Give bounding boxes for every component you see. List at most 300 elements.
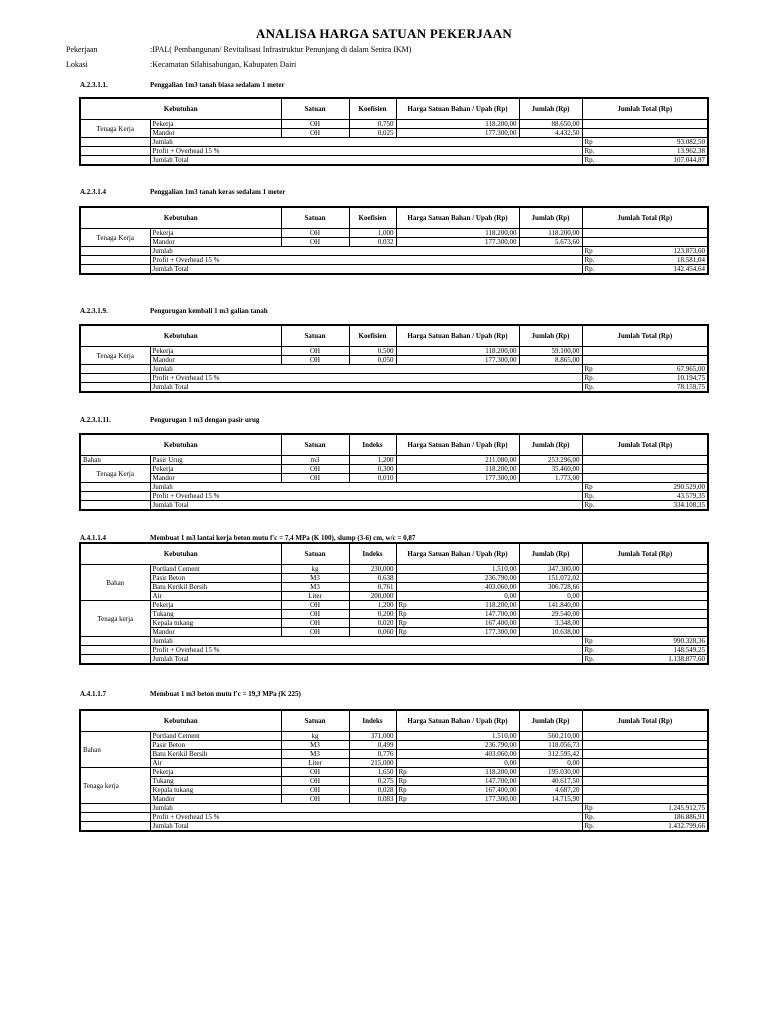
summary-label: Jumlah Total: [150, 383, 582, 393]
summary-label: Profit + Overhead 15 %: [150, 256, 582, 265]
summary-blank: [80, 492, 150, 501]
item-name: Pekerja: [150, 229, 281, 238]
price-value: 118.200,00: [485, 768, 517, 776]
analysis-table: [79, 97, 709, 166]
item-amount: 1.773,00: [519, 474, 582, 483]
table-row: [80, 347, 708, 356]
item-total-empty: [582, 795, 708, 804]
summary-amount: 990.328,36: [673, 637, 706, 645]
item-name: Kepala tukang: [150, 786, 281, 795]
item-amount: 0,00: [519, 759, 582, 768]
item-name: Mandor: [150, 238, 281, 247]
item-unit: M3: [281, 750, 349, 759]
header-satuan: Satuan: [281, 543, 349, 565]
item-amount: 4.687,20: [519, 786, 582, 795]
summary-label: Jumlah: [150, 138, 582, 147]
price-value: 177.300,00: [485, 474, 517, 482]
summary-currency: Rp.: [584, 655, 595, 663]
price-value: 177.300,00: [485, 238, 517, 246]
section-name: Pengurugan 1 m3 dengan pasir urug: [150, 416, 260, 424]
total-row: [80, 265, 708, 275]
summary-blank: [80, 147, 150, 156]
item-coefficient: 215,000: [349, 759, 396, 768]
item-amount: 35.460,00: [519, 465, 582, 474]
analysis-table: [79, 206, 709, 275]
item-amount: 5.673,60: [519, 238, 582, 247]
pekerjaan-row: [66, 45, 411, 54]
item-total-empty: [582, 347, 708, 356]
item-total-empty: [582, 238, 708, 247]
section-title: [80, 188, 285, 196]
jumlah-row: [80, 483, 708, 492]
item-total-empty: [582, 741, 708, 750]
section-title: [80, 416, 259, 424]
item-name: Mandor: [150, 628, 281, 637]
item-name: Portland Cement: [150, 565, 281, 574]
price-value: 177.300,00: [485, 356, 517, 364]
item-coefficient: 0,638: [349, 574, 396, 583]
summary-currency: Rp: [584, 247, 593, 255]
summary-label: Jumlah: [150, 637, 582, 646]
total-row: [80, 655, 708, 665]
table-row: [80, 474, 708, 483]
item-amount: 14.715,90: [519, 795, 582, 804]
header-satuan: Satuan: [281, 207, 349, 229]
table-row: [80, 465, 708, 474]
item-amount: 29.540,00: [519, 610, 582, 619]
price-value: 0,00: [504, 759, 517, 767]
summary-value: [582, 655, 708, 665]
item-amount: 88.650,00: [519, 120, 582, 129]
summary-blank: [80, 655, 150, 665]
item-name: Pekerja: [150, 601, 281, 610]
item-price: [396, 619, 519, 628]
summary-label: Profit + Overhead 15 %: [150, 374, 582, 383]
item-coefficient: 1,200: [349, 456, 396, 465]
total-row: [80, 383, 708, 393]
item-name: Pasir Beton: [150, 741, 281, 750]
item-unit: OH: [281, 229, 349, 238]
summary-blank: [80, 156, 150, 166]
item-amount: 195.030,00: [519, 768, 582, 777]
summary-amount: 10.194,75: [677, 374, 706, 382]
summary-amount: 13.962,38: [677, 147, 706, 155]
summary-currency: Rp: [584, 138, 593, 146]
item-name: Air: [150, 592, 281, 601]
item-amount: 118.200,00: [519, 229, 582, 238]
item-coefficient: 1,200: [349, 601, 396, 610]
item-amount: 141.840,00: [519, 601, 582, 610]
summary-amount: 67.965,00: [677, 365, 706, 373]
table-row: [80, 583, 708, 592]
summary-blank: [80, 247, 150, 256]
item-price: [396, 229, 519, 238]
summary-amount: 1.138.877,60: [668, 655, 706, 663]
header-row: [80, 98, 708, 120]
summary-value: [582, 383, 708, 393]
item-coefficient: 200,000: [349, 592, 396, 601]
profit-row: [80, 374, 708, 383]
summary-value: [582, 813, 708, 822]
item-name: Kepala tukang: [150, 619, 281, 628]
item-amount: 10.638,00: [519, 628, 582, 637]
summary-currency: Rp.: [584, 501, 595, 509]
header-jumlah: Jumlah (Rp): [519, 543, 582, 565]
price-value: 118.200,00: [485, 229, 517, 237]
summary-label: Jumlah Total: [150, 655, 582, 665]
item-price: [396, 610, 519, 619]
header-jumlah-total: Jumlah Total (Rp): [582, 710, 708, 732]
price-value: 167.400,00: [485, 786, 517, 794]
price-currency: Rp: [398, 610, 407, 618]
item-coefficient: 0,032: [349, 238, 396, 247]
item-coefficient: 0,010: [349, 474, 396, 483]
header-row: [80, 710, 708, 732]
summary-label: Profit + Overhead 15 %: [150, 813, 582, 822]
item-coefficient: 0,300: [349, 465, 396, 474]
item-total-empty: [582, 120, 708, 129]
item-total-empty: [582, 759, 708, 768]
table-row: [80, 795, 708, 804]
header-satuan: Satuan: [281, 98, 349, 120]
summary-blank: [80, 813, 150, 822]
header-jumlah-total: Jumlah Total (Rp): [582, 325, 708, 347]
item-unit: OH: [281, 465, 349, 474]
item-coefficient: 0,025: [349, 129, 396, 138]
summary-currency: Rp.: [584, 374, 595, 382]
section-name: Penggalian 1m3 tanah keras sedalam 1 meter: [150, 188, 286, 196]
summary-label: Profit + Overhead 15 %: [150, 147, 582, 156]
analysis-table: [79, 542, 709, 665]
header-koefisien: Indeks: [349, 434, 396, 456]
profit-row: [80, 256, 708, 265]
profit-row: [80, 147, 708, 156]
summary-amount: 123.873,60: [673, 247, 706, 255]
item-price: [396, 465, 519, 474]
table-row: [80, 456, 708, 465]
table-row: [80, 628, 708, 637]
price-value: 236.790,00: [485, 741, 517, 749]
price-currency: Rp: [398, 768, 407, 776]
price-value: 236.790,00: [485, 574, 517, 582]
item-unit: OH: [281, 795, 349, 804]
item-amount: 312.595,42: [519, 750, 582, 759]
item-unit: M3: [281, 741, 349, 750]
header-jumlah: Jumlah (Rp): [519, 207, 582, 229]
item-amount: 253.296,00: [519, 456, 582, 465]
item-amount: 347.300,00: [519, 565, 582, 574]
table-row: [80, 565, 708, 574]
summary-amount: 186.886,91: [673, 813, 706, 821]
summary-amount: 148.549,25: [673, 646, 706, 654]
item-price: [396, 120, 519, 129]
header-jumlah-total: Jumlah Total (Rp): [582, 543, 708, 565]
item-coefficient: 0,499: [349, 741, 396, 750]
header-jumlah: Jumlah (Rp): [519, 98, 582, 120]
summary-value: [582, 138, 708, 147]
header-koefisien: Indeks: [349, 710, 396, 732]
section-title: [80, 534, 415, 542]
total-row: [80, 156, 708, 166]
summary-label: Jumlah Total: [150, 822, 582, 832]
item-total-empty: [582, 786, 708, 795]
summary-value: [582, 156, 708, 166]
item-price: [396, 129, 519, 138]
lokasi-label: Lokasi: [66, 60, 88, 69]
item-coefficient: 371,000: [349, 732, 396, 741]
item-name: Batu Kerikil Bersih: [150, 750, 281, 759]
item-unit: M3: [281, 574, 349, 583]
item-unit: Liter: [281, 759, 349, 768]
item-unit: m3: [281, 456, 349, 465]
item-unit: OH: [281, 129, 349, 138]
header-koefisien: Koefisien: [349, 207, 396, 229]
section-name: Membuat 1 m3 beton mutu f'c = 19,3 MPa (K 225): [150, 690, 301, 698]
summary-currency: Rp.: [584, 383, 595, 391]
summary-currency: Rp.: [584, 822, 595, 830]
item-coefficient: 0,500: [349, 347, 396, 356]
summary-blank: [80, 822, 150, 832]
price-value: 211.080,00: [485, 456, 517, 464]
item-coefficient: 0,083: [349, 795, 396, 804]
item-total-empty: [582, 601, 708, 610]
profit-row: [80, 492, 708, 501]
price-value: 167.400,00: [485, 619, 517, 627]
summary-value: [582, 822, 708, 832]
summary-value: [582, 374, 708, 383]
item-name: Pasir Urug: [150, 456, 281, 465]
header-harga: Harga Satuan Bahan / Upah (Rp): [396, 325, 519, 347]
item-price: [396, 786, 519, 795]
header-row: [80, 543, 708, 565]
table-row: [80, 768, 708, 777]
item-name: Pekerja: [150, 120, 281, 129]
table-row: [80, 750, 708, 759]
item-unit: OH: [281, 238, 349, 247]
table-row: [80, 610, 708, 619]
table-row: [80, 619, 708, 628]
summary-currency: Rp.: [584, 156, 595, 164]
summary-amount: 18.581,04: [677, 256, 706, 264]
price-value: 118.200,00: [485, 465, 517, 473]
analysis-table: [79, 324, 709, 393]
summary-blank: [80, 265, 150, 275]
pekerjaan-value: :IPAL( Pembangunan/ Revitalisasi Infrastruktur Penunjang di dalam Sentra IKM): [150, 45, 412, 54]
item-price: [396, 574, 519, 583]
header-jumlah: Jumlah (Rp): [519, 710, 582, 732]
item-total-empty: [582, 610, 708, 619]
header-koefisien: Koefisien: [349, 325, 396, 347]
price-value: 0,00: [504, 592, 517, 600]
item-coefficient: 0,776: [349, 750, 396, 759]
item-total-empty: [582, 628, 708, 637]
item-unit: OH: [281, 628, 349, 637]
lokasi-value: :Kecamatan Silahisabungan, Kabupaten Dairi: [150, 60, 297, 69]
summary-blank: [80, 374, 150, 383]
section-title: [80, 690, 301, 698]
item-price: [396, 601, 519, 610]
item-unit: kg: [281, 565, 349, 574]
summary-currency: Rp.: [584, 492, 595, 500]
section-name: Membuat 1 m3 lantai kerja beton mutu f'c = 7,4 MPa (K 100), slump (3-6) cm, w/c = 0,87: [150, 534, 416, 542]
item-coefficient: 1,650: [349, 768, 396, 777]
item-price: [396, 750, 519, 759]
item-unit: kg: [281, 732, 349, 741]
price-currency: Rp: [398, 786, 407, 794]
item-coefficient: 0,200: [349, 610, 396, 619]
header-koefisien: Koefisien: [349, 98, 396, 120]
item-name: Tukang: [150, 610, 281, 619]
item-unit: OH: [281, 347, 349, 356]
table-row: [80, 238, 708, 247]
jumlah-row: [80, 247, 708, 256]
item-name: Portland Cement: [150, 732, 281, 741]
item-total-empty: [582, 456, 708, 465]
summary-blank: [80, 804, 150, 813]
item-total-empty: [582, 750, 708, 759]
summary-value: [582, 483, 708, 492]
header-kebutuhan: Kebutuhan: [80, 434, 281, 456]
item-coefficient: 230,000: [349, 565, 396, 574]
item-name: Pekerja: [150, 347, 281, 356]
item-amount: 8.865,00: [519, 356, 582, 365]
header-harga: Harga Satuan Bahan / Upah (Rp): [396, 543, 519, 565]
item-name: Pekerja: [150, 465, 281, 474]
item-total-empty: [582, 619, 708, 628]
table-row: [80, 786, 708, 795]
summary-currency: Rp.: [584, 265, 595, 273]
item-coefficient: 0,020: [349, 619, 396, 628]
profit-row: [80, 646, 708, 655]
item-price: [396, 628, 519, 637]
item-total-empty: [582, 474, 708, 483]
item-name: Mandor: [150, 474, 281, 483]
summary-amount: 93.082,50: [677, 138, 706, 146]
section-name: Pengurugan kembali 1 m3 galian tanah: [150, 307, 268, 315]
header-kebutuhan: Kebutuhan: [80, 710, 281, 732]
group-label: Bahan: [80, 565, 150, 601]
item-unit: OH: [281, 601, 349, 610]
header-kebutuhan: Kebutuhan: [80, 325, 281, 347]
item-unit: OH: [281, 120, 349, 129]
summary-currency: Rp: [584, 483, 593, 491]
header-jumlah-total: Jumlah Total (Rp): [582, 207, 708, 229]
item-unit: OH: [281, 356, 349, 365]
price-value: 147.700,00: [485, 610, 517, 618]
table-row: [80, 759, 708, 768]
summary-label: Profit + Overhead 15 %: [150, 646, 582, 655]
section-code: A.2.3.1.11.: [80, 416, 111, 424]
page-title: ANALISA HARGA SATUAN PEKERJAAN: [255, 26, 513, 41]
analysis-table: [79, 709, 709, 832]
table-row: [80, 601, 708, 610]
summary-currency: Rp.: [584, 256, 595, 264]
item-price: [396, 456, 519, 465]
item-price: [396, 565, 519, 574]
item-unit: OH: [281, 474, 349, 483]
item-price: [396, 474, 519, 483]
price-value: 118.200,00: [485, 120, 517, 128]
item-amount: 560.210,00: [519, 732, 582, 741]
summary-currency: Rp.: [584, 813, 595, 821]
item-unit: Liter: [281, 592, 349, 601]
header-harga: Harga Satuan Bahan / Upah (Rp): [396, 207, 519, 229]
summary-label: Jumlah Total: [150, 501, 582, 511]
group-label: Tenaga Kerja: [80, 120, 150, 138]
item-total-empty: [582, 592, 708, 601]
section-title: [80, 81, 285, 89]
item-total-empty: [582, 777, 708, 786]
summary-label: Profit + Overhead 15 %: [150, 492, 582, 501]
item-coefficient: 0,050: [349, 356, 396, 365]
section-title: [80, 307, 268, 315]
price-value: 118.200,00: [485, 347, 517, 355]
item-unit: OH: [281, 610, 349, 619]
item-price: [396, 768, 519, 777]
summary-blank: [80, 483, 150, 492]
summary-value: [582, 637, 708, 646]
item-amount: 40.617,50: [519, 777, 582, 786]
item-total-empty: [582, 768, 708, 777]
group-label: Tenaga kerja: [80, 768, 150, 804]
item-total-empty: [582, 583, 708, 592]
table-row: [80, 229, 708, 238]
price-value: 177.300,00: [485, 795, 517, 803]
summary-value: [582, 147, 708, 156]
summary-blank: [80, 637, 150, 646]
group-label: Tenaga Kerja: [80, 347, 150, 365]
summary-currency: Rp.: [584, 147, 595, 155]
item-unit: OH: [281, 777, 349, 786]
header-row: [80, 434, 708, 456]
header-harga: Harga Satuan Bahan / Upah (Rp): [396, 98, 519, 120]
item-total-empty: [582, 574, 708, 583]
section-code: A.4.1.1.4: [80, 534, 107, 542]
item-coefficient: 1,000: [349, 229, 396, 238]
summary-blank: [80, 646, 150, 655]
price-value: 403.060,00: [485, 750, 517, 758]
item-name: Pasir Beton: [150, 574, 281, 583]
item-name: Batu Kerikil Bersih: [150, 583, 281, 592]
summary-label: Jumlah: [150, 483, 582, 492]
item-price: [396, 741, 519, 750]
header-jumlah-total: Jumlah Total (Rp): [582, 434, 708, 456]
summary-amount: 290.529,00: [673, 483, 706, 491]
item-coefficient: 0,750: [349, 120, 396, 129]
item-price: [396, 759, 519, 768]
item-total-empty: [582, 129, 708, 138]
price-value: 403.060,00: [485, 583, 517, 591]
item-unit: OH: [281, 619, 349, 628]
summary-value: [582, 501, 708, 511]
price-value: 177.300,00: [485, 628, 517, 636]
item-coefficient: 0,060: [349, 628, 396, 637]
table-row: [80, 732, 708, 741]
header-harga: Harga Satuan Bahan / Upah (Rp): [396, 434, 519, 456]
table-row: [80, 592, 708, 601]
group-label: Tenaga Kerja: [80, 465, 150, 483]
item-total-empty: [582, 732, 708, 741]
profit-row: [80, 813, 708, 822]
item-unit: M3: [281, 583, 349, 592]
header-satuan: Satuan: [281, 710, 349, 732]
item-name: Mandor: [150, 129, 281, 138]
item-name: Air: [150, 759, 281, 768]
table-row: [80, 120, 708, 129]
price-value: 177.300,00: [485, 129, 517, 137]
summary-label: Jumlah: [150, 365, 582, 374]
header-kebutuhan: Kebutuhan: [80, 543, 281, 565]
